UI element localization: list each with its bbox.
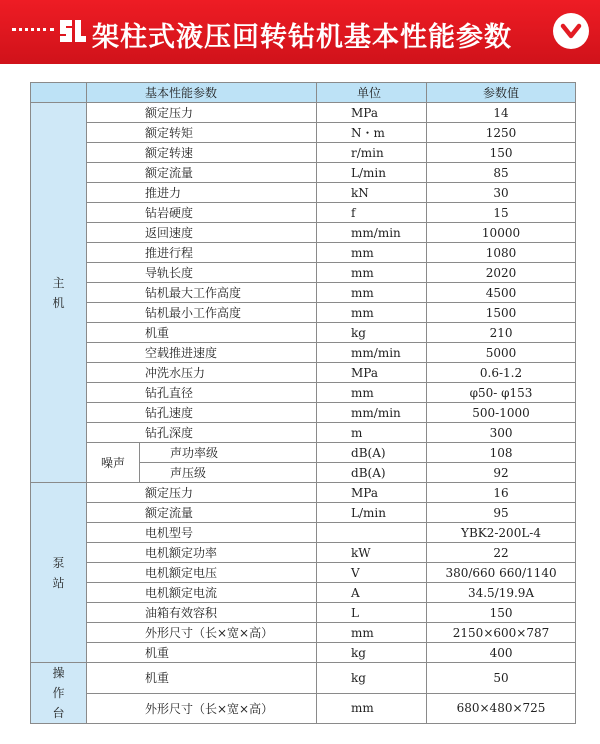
- param-value: 0.6-1.2: [427, 363, 576, 383]
- param-unit: mm/min: [317, 343, 427, 363]
- param-unit: mm: [317, 303, 427, 323]
- param-name: 声功率级: [140, 443, 317, 463]
- table-row: [31, 163, 576, 183]
- param-unit: kW: [317, 543, 427, 563]
- param-unit: mm: [317, 623, 427, 643]
- param-unit: mm: [317, 693, 427, 724]
- param-unit: r/min: [317, 143, 427, 163]
- table-row: [31, 343, 576, 363]
- table-row: [31, 483, 576, 503]
- param-unit: mm: [317, 383, 427, 403]
- param-unit: mm: [317, 283, 427, 303]
- table-row: [31, 283, 576, 303]
- table-row: [31, 693, 576, 724]
- param-value: 150: [427, 143, 576, 163]
- param-unit: f: [317, 203, 427, 223]
- chevron-down-icon: [553, 13, 589, 49]
- param-unit: N・m: [317, 123, 427, 143]
- group-label-main: 主 机: [31, 103, 87, 483]
- param-unit: kg: [317, 643, 427, 663]
- param-name: 声压级: [140, 463, 317, 483]
- param-name: 额定压力: [87, 483, 317, 503]
- table-row: [31, 143, 576, 163]
- param-unit: MPa: [317, 483, 427, 503]
- table-row: [31, 323, 576, 343]
- param-value: 15: [427, 203, 576, 223]
- param-name: 推进行程: [87, 243, 317, 263]
- param-unit: mm: [317, 263, 427, 283]
- param-value: 400: [427, 643, 576, 663]
- param-name: 推进力: [87, 183, 317, 203]
- table-row: [31, 603, 576, 623]
- param-value: 210: [427, 323, 576, 343]
- param-name: 电机额定功率: [87, 543, 317, 563]
- param-unit: dB(A): [317, 443, 427, 463]
- param-unit: [317, 523, 427, 543]
- param-name: 钻机最小工作高度: [87, 303, 317, 323]
- param-unit: kg: [317, 323, 427, 343]
- table-row: [31, 643, 576, 663]
- param-unit: MPa: [317, 103, 427, 123]
- param-name: 额定流量: [87, 163, 317, 183]
- param-value: 2020: [427, 263, 576, 283]
- param-value: 500-1000: [427, 403, 576, 423]
- table-row: [31, 303, 576, 323]
- table-row: [31, 263, 576, 283]
- table-row: [31, 103, 576, 123]
- table-row: [31, 183, 576, 203]
- param-name: 油箱有效容积: [87, 603, 317, 623]
- param-name: 钻孔速度: [87, 403, 317, 423]
- param-value: 50: [427, 663, 576, 694]
- table-row: [31, 503, 576, 523]
- param-name: 机重: [87, 323, 317, 343]
- table-row: [31, 583, 576, 603]
- table-row: [31, 663, 576, 694]
- param-name: 返回速度: [87, 223, 317, 243]
- param-value: 1250: [427, 123, 576, 143]
- param-value: 30: [427, 183, 576, 203]
- param-unit: kN: [317, 183, 427, 203]
- dotted-line-decoration: [12, 28, 54, 31]
- param-unit: m: [317, 423, 427, 443]
- param-name: 机重: [87, 663, 317, 694]
- header-unit: 单位: [317, 83, 427, 103]
- param-value: 95: [427, 503, 576, 523]
- param-name: 外形尺寸（长×宽×高）: [87, 623, 317, 643]
- param-unit: V: [317, 563, 427, 583]
- param-name: 额定压力: [87, 103, 317, 123]
- param-value: 85: [427, 163, 576, 183]
- param-value: 1080: [427, 243, 576, 263]
- group-label-pump: 泵 站: [31, 483, 87, 663]
- scroll-down-button[interactable]: [553, 13, 589, 49]
- param-name: 导轨长度: [87, 263, 317, 283]
- param-value: 22: [427, 543, 576, 563]
- param-value: 1500: [427, 303, 576, 323]
- param-unit: mm/min: [317, 223, 427, 243]
- param-name: 空载推进速度: [87, 343, 317, 363]
- param-name: 钻岩硬度: [87, 203, 317, 223]
- table-row: [31, 203, 576, 223]
- param-unit: dB(A): [317, 463, 427, 483]
- table-row: [31, 383, 576, 403]
- param-value: 16: [427, 483, 576, 503]
- param-value: 34.5/19.9A: [427, 583, 576, 603]
- title-banner: [0, 0, 600, 64]
- param-value: 5000: [427, 343, 576, 363]
- param-unit: L/min: [317, 163, 427, 183]
- subgroup-label-noise: 噪声: [87, 443, 140, 483]
- header-value: 参数值: [427, 83, 576, 103]
- group-label-console: 操 作 台: [31, 663, 87, 724]
- param-name: 冲洗水压力: [87, 363, 317, 383]
- table-row: [31, 623, 576, 643]
- brand-logo-icon: [58, 16, 88, 46]
- param-unit: A: [317, 583, 427, 603]
- param-name: 电机额定电流: [87, 583, 317, 603]
- param-unit: mm/min: [317, 403, 427, 423]
- table-row: [31, 223, 576, 243]
- param-value: 92: [427, 463, 576, 483]
- table-row: [31, 563, 576, 583]
- param-name: 额定转矩: [87, 123, 317, 143]
- param-value: 2150×600×787: [427, 623, 576, 643]
- param-value: 300: [427, 423, 576, 443]
- table-row: [31, 403, 576, 423]
- table-row: [31, 123, 576, 143]
- param-value: 150: [427, 603, 576, 623]
- param-name: 额定流量: [87, 503, 317, 523]
- param-name: 钻机最大工作高度: [87, 283, 317, 303]
- table-row: [31, 523, 576, 543]
- param-value: φ50- φ153: [427, 383, 576, 403]
- table-row: [31, 363, 576, 383]
- param-unit: mm: [317, 243, 427, 263]
- param-unit: L/min: [317, 503, 427, 523]
- param-name: 额定转速: [87, 143, 317, 163]
- param-name: 钻孔直径: [87, 383, 317, 403]
- header-param: 基本性能参数: [87, 83, 317, 103]
- param-name: 电机额定电压: [87, 563, 317, 583]
- table-header-row: [31, 83, 576, 103]
- header-group-cell: [31, 83, 87, 103]
- param-name: 电机型号: [87, 523, 317, 543]
- param-value: 4500: [427, 283, 576, 303]
- param-name: 机重: [87, 643, 317, 663]
- table-row: [31, 443, 576, 463]
- param-value: 380/660 660/1140: [427, 563, 576, 583]
- param-name: 钻孔深度: [87, 423, 317, 443]
- param-unit: kg: [317, 663, 427, 694]
- param-value: 10000: [427, 223, 576, 243]
- param-value: 14: [427, 103, 576, 123]
- param-value: YBK2-200L-4: [427, 523, 576, 543]
- param-value: 680×480×725: [427, 693, 576, 724]
- table-row: [31, 243, 576, 263]
- page-title: 架柱式液压回转钻机基本性能参数: [92, 22, 512, 53]
- table-row: [31, 423, 576, 443]
- param-unit: L: [317, 603, 427, 623]
- table-row: [31, 543, 576, 563]
- param-unit: MPa: [317, 363, 427, 383]
- param-name: 外形尺寸（长×宽×高）: [87, 693, 317, 724]
- performance-table: [30, 82, 576, 724]
- param-value: 108: [427, 443, 576, 463]
